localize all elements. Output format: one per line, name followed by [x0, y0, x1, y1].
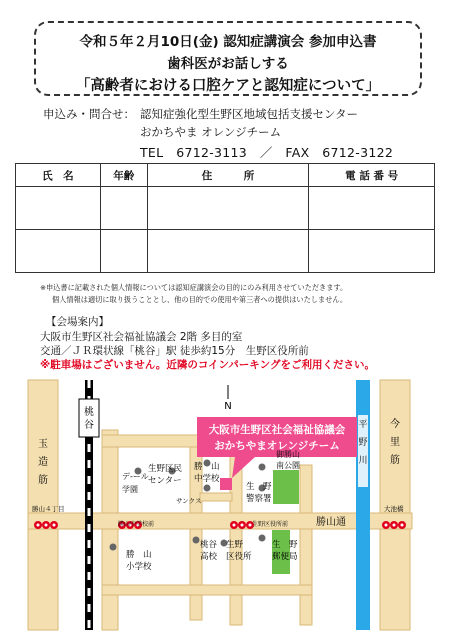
label-tamatsukuri: 玉造筋 [38, 439, 48, 486]
parking-notice: ※駐車場はございません。近隣のコインパーキングをご利用ください。 [40, 359, 375, 371]
venue-place: 大阪市生野区社会福祉協議会 2階 多目的室 [40, 331, 243, 343]
venue-marker [220, 478, 232, 490]
callout-line-1: 大阪市生野区社会福祉協議会 [208, 424, 346, 436]
north-label: N [224, 401, 232, 412]
label-katsuyama-chugakumae: 勝山中学校前 [118, 521, 155, 528]
label-momodani-hs-1: 桃谷 [200, 540, 218, 550]
form-header-row [16, 164, 435, 187]
phone-field[interactable] [309, 187, 435, 230]
label-kumin-center-2: センター [148, 476, 182, 486]
privacy-note-2: 個人情報は適切に取り扱うこととし、他の目的での使用や第三者への提供はいたしません。 [52, 295, 348, 304]
label-ward-office-1: 生野 [226, 540, 244, 550]
address-field[interactable] [147, 230, 309, 273]
contact-phone: TEL 6712-3113 ／ FAX 6712-3122 [140, 145, 394, 160]
header-name: 氏 名 [16, 164, 101, 187]
station-momodani: 桃谷 [84, 407, 94, 431]
label-katsuyama-dori: 勝山通 [316, 517, 346, 528]
contact-org: 認知症強化型生野区地域包括支援センター [140, 107, 359, 121]
name-field[interactable] [16, 187, 101, 230]
label-ward-office-2: 区役所 [226, 552, 252, 562]
venue-heading: 【会場案内】 [46, 316, 109, 328]
contact-label: 申込み・問合せ： [43, 107, 135, 121]
road-minor [200, 493, 232, 501]
label-katsuyama4: 勝山４丁目 [32, 505, 65, 513]
label-momodani-hs-2: 高校 [200, 552, 218, 562]
label-katsuyama-chu-1: 勝 山 [194, 462, 220, 472]
label-katsuyama-sho-2: 小学校 [126, 562, 152, 572]
header-phone: 電 話 番 号 [309, 164, 435, 187]
title-line-1: 令和５年２月10日(金) 認知症講演会 参加申込書 [79, 34, 377, 50]
label-post-1: 生 野 [272, 540, 298, 550]
title-line-3: 「高齢者における口腔ケアと認知症について」 [75, 78, 381, 94]
age-field[interactable] [100, 187, 147, 230]
header-address: 住 所 [147, 164, 309, 187]
name-field[interactable] [16, 230, 101, 273]
contact-team: おかちやま オレンジチーム [140, 125, 282, 139]
label-police-1: 生 野 [246, 482, 272, 492]
label-katsuyama-chu-2: 中学校 [194, 474, 220, 484]
form-row [16, 187, 435, 230]
label-ikuno-kuyakushomae: 生野区役所前 [252, 521, 289, 528]
label-kumin-center-1: 生野区民 [148, 464, 183, 474]
address-field[interactable] [147, 187, 309, 230]
privacy-note-1: ※申込書に記載された個人情報については認知症講演会の目的にのみ利用させていただきます。 [40, 283, 348, 292]
label-hirano-river: 平野川 [358, 420, 368, 466]
header-age: 年齢 [100, 164, 147, 187]
title-line-2: 歯科医がお話しする [167, 56, 289, 72]
application-form [15, 163, 435, 273]
label-police-2: 警察署 [246, 494, 272, 504]
park-goryo [273, 470, 299, 504]
label-post-2: 郵便局 [272, 552, 298, 562]
form-row [16, 230, 435, 273]
label-goryo-2: 南公園 [276, 461, 300, 470]
callout-line-2: おかちやまオレンジチーム [214, 440, 340, 452]
label-sanks: サンクス [176, 497, 202, 505]
label-deale: デ-ール [122, 472, 149, 481]
phone-field[interactable] [309, 230, 435, 273]
label-gakuen: 学園 [122, 485, 138, 494]
road-minor [300, 465, 312, 625]
road-minor-bottom [102, 585, 312, 595]
label-imazato: 今里筋 [390, 419, 400, 466]
age-field[interactable] [100, 230, 147, 273]
access-map [0, 375, 452, 636]
label-goryo-1: 御勝山 [276, 450, 300, 459]
road-minor [102, 430, 118, 630]
label-oike-bashi: 大池橋 [384, 505, 404, 513]
title-box [34, 21, 422, 96]
venue-access: 交通／ＪＲ環状線「桃谷」駅 徒歩約15分 生野区役所前 [40, 345, 309, 357]
label-katsuyama-sho-1: 勝 山 [126, 550, 152, 560]
